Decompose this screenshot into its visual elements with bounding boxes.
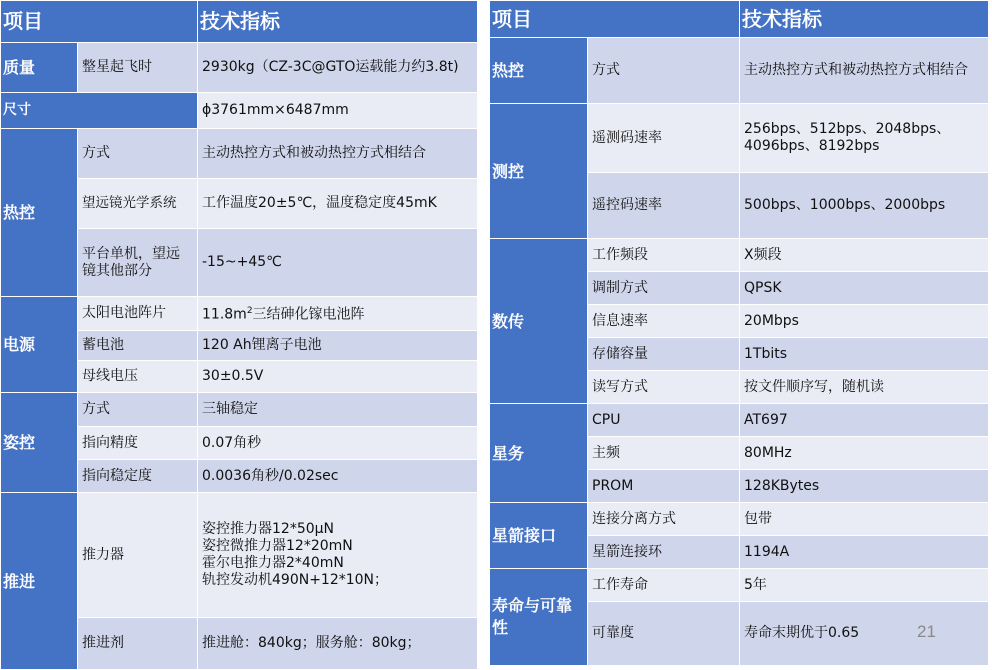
sub-label: 连接分离方式	[588, 503, 740, 536]
spec-value	[198, 297, 478, 331]
sub-label: 主频	[588, 437, 740, 470]
spec-value: QPSK	[740, 272, 989, 305]
spec-value: 按文件顺序写，随机读	[740, 371, 989, 404]
spec-value: 500bps、1000bps、2000bps	[740, 173, 989, 239]
category-propulsion: 推进	[1, 493, 78, 670]
sub-label: 读写方式	[588, 371, 740, 404]
sub-label: 指向精度	[78, 427, 198, 460]
value-text: 三结砷化镓电池阵	[252, 306, 365, 323]
page-number: 21	[917, 622, 936, 641]
value-text: 11.8m	[202, 306, 247, 323]
sub-label: 可靠度	[588, 602, 740, 666]
sub-label: 遥控码速率	[588, 173, 740, 239]
sub-label: 整星起飞时	[78, 43, 198, 93]
sub-label: 存储容量	[588, 338, 740, 371]
category-thermal: 热控	[1, 129, 78, 297]
spec-value: 80MHz	[740, 437, 989, 470]
spec-value: 2930kg（CZ-3C@GTO运载能力约3.8t)	[198, 43, 478, 93]
header-item: 项目	[1, 1, 198, 43]
sub-label: 信息速率	[588, 305, 740, 338]
category-power: 电源	[1, 297, 78, 393]
spec-value: 0.07角秒	[198, 427, 478, 460]
spec-value: -15~+45℃	[198, 229, 478, 297]
sub-label: 太阳电池阵片	[78, 297, 198, 331]
header-spec: 技术指标	[740, 1, 989, 38]
category-obdh: 星务	[490, 404, 588, 503]
spec-value: 寿命末期优于0.65	[740, 602, 989, 666]
sub-label: PROM	[588, 470, 740, 503]
spec-value: 5年	[740, 569, 989, 602]
spec-value: 256bps、512bps、2048bps、4096bps、8192bps	[740, 104, 989, 173]
spec-value: 姿控推力器12*50μN 姿控微推力器12*20mN 霍尔电推力器2*40mN 轨控发动机490N+12*10N；	[198, 493, 478, 618]
category-size: 尺寸	[1, 93, 198, 129]
spec-value: 包带	[740, 503, 989, 536]
category-quality: 质量	[1, 43, 78, 93]
sub-label: 母线电压	[78, 361, 198, 393]
spec-value: 推进舱：840kg；服务舱：80kg；	[198, 618, 478, 670]
sub-label: 指向稳定度	[78, 460, 198, 493]
category-datatx: 数传	[490, 239, 588, 404]
sub-label: 工作寿命	[588, 569, 740, 602]
sub-label: 蓄电池	[78, 331, 198, 361]
category-interface: 星箭接口	[490, 503, 588, 569]
sub-label: 方式	[588, 38, 740, 104]
sub-label: 推进剂	[78, 618, 198, 670]
sub-label: 方式	[78, 393, 198, 427]
sub-label: 调制方式	[588, 272, 740, 305]
spec-value: 120 Ah锂离子电池	[198, 331, 478, 361]
spec-value: AT697	[740, 404, 989, 437]
sub-label: 推力器	[78, 493, 198, 618]
category-thermal: 热控	[490, 38, 588, 104]
left-spec-table	[0, 0, 478, 670]
spec-value: 工作温度20±5℃，温度稳定度45mK	[198, 179, 478, 229]
spec-value: 20Mbps	[740, 305, 989, 338]
sub-label: 平台单机，望远镜其他部分	[78, 229, 198, 297]
spec-value: 1Tbits	[740, 338, 989, 371]
sub-label: 工作频段	[588, 239, 740, 272]
spec-value: X频段	[740, 239, 989, 272]
right-spec-table	[489, 0, 989, 666]
category-life: 寿命与可靠性	[490, 569, 588, 666]
spec-value: 0.0036角秒/0.02sec	[198, 460, 478, 493]
spec-value: 30±0.5V	[198, 361, 478, 393]
spec-value: 三轴稳定	[198, 393, 478, 427]
header-spec: 技术指标	[198, 1, 478, 43]
spec-value: 128KBytes	[740, 470, 989, 503]
sub-label: CPU	[588, 404, 740, 437]
sub-label: 遥测码速率	[588, 104, 740, 173]
spec-value: 主动热控方式和被动热控方式相结合	[740, 38, 989, 104]
spec-value: 主动热控方式和被动热控方式相结合	[198, 129, 478, 179]
superscript: 2	[246, 306, 253, 317]
sub-label: 望远镜光学系统	[78, 179, 198, 229]
header-item: 项目	[490, 1, 740, 38]
category-attitude: 姿控	[1, 393, 78, 493]
category-ttc: 测控	[490, 104, 588, 239]
spec-value: ϕ3761mm×6487mm	[198, 93, 478, 129]
sub-label: 星箭连接环	[588, 536, 740, 569]
sub-label: 方式	[78, 129, 198, 179]
spec-value: 1194A	[740, 536, 989, 569]
